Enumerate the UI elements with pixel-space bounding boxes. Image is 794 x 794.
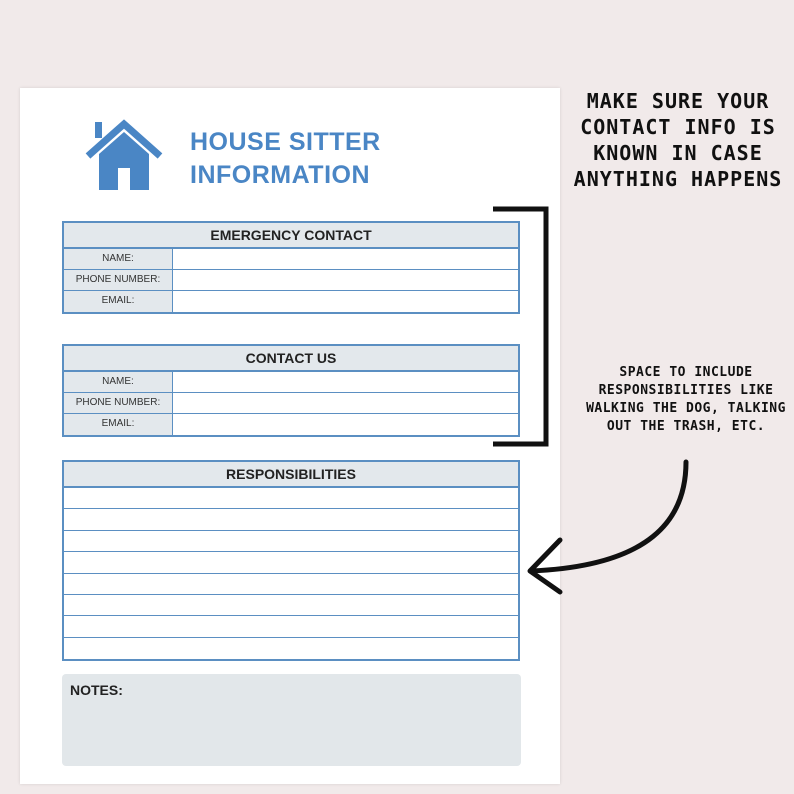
- bracket-icon: [493, 209, 546, 444]
- title-line-1: HOUSE SITTER: [190, 128, 381, 156]
- title-line-2: INFORMATION: [190, 161, 371, 189]
- contact-tip-text: MAKE SURE YOUR CONTACT INFO IS KNOWN IN CASE ANYTHING HAPPENS: [573, 89, 783, 191]
- contact-phone-label: PHONE NUMBER:: [64, 393, 173, 413]
- responsibilities-header: RESPONSIBILITIES: [64, 462, 518, 488]
- curved-arrow-icon: [531, 462, 686, 571]
- emergency-name-label: NAME:: [64, 249, 173, 269]
- emergency-email-label: EMAIL:: [64, 291, 173, 312]
- arrow-head-icon: [530, 540, 560, 592]
- emergency-phone-label: PHONE NUMBER:: [64, 270, 173, 290]
- contact-email-label: EMAIL:: [64, 414, 173, 435]
- contact-us-header: CONTACT US: [64, 346, 518, 372]
- contact-name-label: NAME:: [64, 372, 173, 392]
- notes-label: NOTES:: [70, 682, 123, 698]
- emergency-contact-header: EMERGENCY CONTACT: [64, 223, 518, 249]
- responsibilities-tip-text: SPACE TO INCLUDE RESPONSIBILITIES LIKE WALKING THE DOG, TALKING OUT THE TRASH, ETC.: [586, 365, 786, 434]
